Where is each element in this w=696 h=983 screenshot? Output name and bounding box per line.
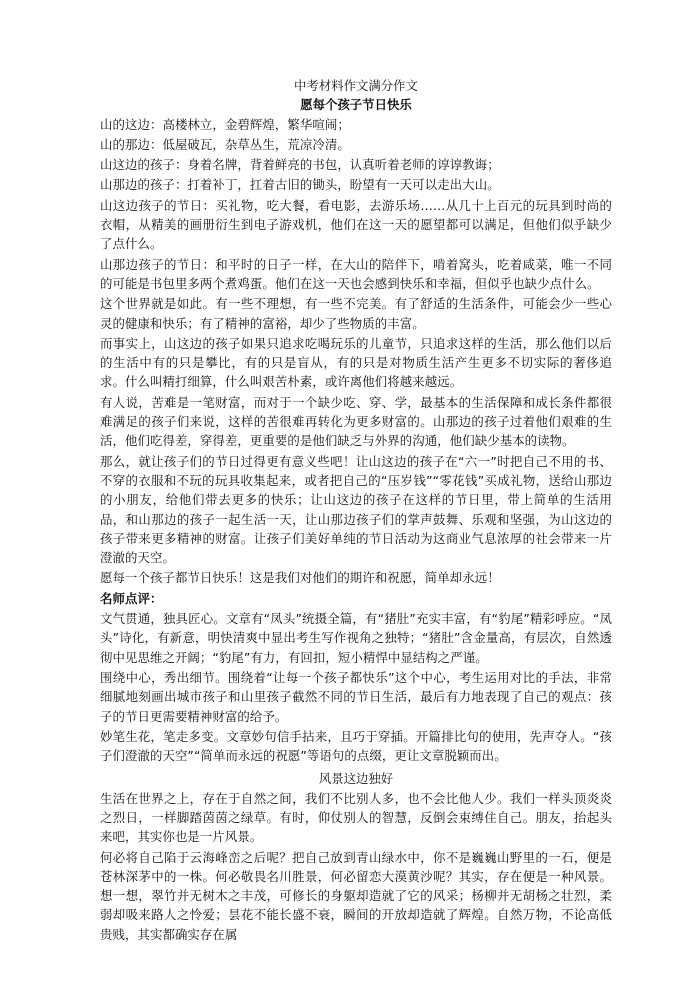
section-title: 风景这边独好 bbox=[318, 771, 394, 787]
comment-paragraph: 妙笔生花，笔走多变。文章妙句信手拈来，且巧于穿插。开篇排比句的使用，先声夺人。“孩子们澄澈的天空”“简单而永远的祝愿”等语句的点缀，更让文章脱颖而出。 bbox=[100, 728, 612, 764]
comment-heading: 名师点评： bbox=[100, 590, 163, 606]
document-category: 中考材料作文满分作文 bbox=[294, 78, 418, 93]
paragraph: 山这边的孩子：身着名牌，背着鲜亮的书包，认真听着老师的谆谆教诲； bbox=[100, 157, 500, 173]
paragraph: 这个世界就是如此。有一些不理想，有一些不完美。有了舒适的生活条件，可能会少一些心灵的健康和快乐；有了精神的富裕，却少了些物质的丰富。 bbox=[100, 296, 612, 331]
paragraph: 山那边孩子的节日：和平时的日子一样，在大山的陪伴下，啃着窝头，吃着咸菜，唯一不同的可能是书包里多两个煮鸡蛋。他们在这一天也会感到快乐和幸福，但似乎也缺少点什么。 bbox=[100, 256, 612, 291]
paragraph: 愿每一个孩子都节日快乐！这是我们对他们的期许和祝愿，简单却永远！ bbox=[100, 570, 500, 586]
paragraph: 而事实上，山这边的孩子如果只追求吃喝玩乐的儿童节，只追求这样的生活，那么他们以后的生活中有的只是攀比，有的只是盲从，有的只是对物质生活产生更多不切实际的奢侈追求。什么叫精打细算，什么叫艰苦朴素，或许离他们将越来越远。 bbox=[100, 335, 612, 390]
paragraph: 山的这边：高楼林立，金碧辉煌，繁华喧闹； bbox=[100, 116, 350, 132]
comment-body bbox=[100, 609, 612, 765]
paragraph: 有人说，苦难是一笔财富，而对于一个缺少吃、穿、学，最基本的生活保障和成长条件都很难满足的孩子们来说，这样的苦很难再转化为更多财富的。山那边的孩子过着他们艰难的生活，他们吃得差，穿得差，更重要的是他们缺乏与外界的沟通，他们缺少基本的读物。 bbox=[100, 394, 612, 449]
paragraph: 山的那边：低屋破瓦，杂草丛生，荒凉冷清。 bbox=[100, 136, 350, 152]
comment-paragraph: 文气贯通，独具匠心。文章有“凤头”统摄全篇，有“猪肚”充实丰富，有“豹尾”精彩呼应。“凤头”诗化，有新意，明快清爽中显出考生写作视角之独特；“猪肚”含金量高，有层次，自然透彻中见思维之开阔；“豹尾”有力，有回扣，短小精悍中显结构之严谨。 bbox=[100, 611, 612, 665]
paragraph: 何必将自己陷于云海峰峦之后呢？把自己放到青山绿水中，你不是巍巍山野里的一石，便是苍林深茅中的一株。何必敬畏名川胜景，何必留恋大漠黄沙呢？其实，存在便是一种风景。想一想，翠竹并无树木之丰茂，可修长的身躯却造就了它的风采；杨柳并无胡杨之壮烈，柔弱却吸来路人之怜爱；昙花不能长盛不衰，瞬间的开放却造就了辉煌。自然万物，不论高低贵贱，其实都确实存在属 bbox=[100, 849, 612, 942]
paragraph: 山这边孩子的节日：买礼物，吃大餐，看电影，去游乐场……从几十上百元的玩具到时尚的衣帽，从精美的画册衍生到电子游戏机，他们在这一天的愿望都可以满足，但他们似乎缺少了点什么。 bbox=[100, 197, 612, 252]
document-body bbox=[100, 76, 612, 945]
paragraph: 那么，就让孩子们的节日过得更有意义些吧！让山这边的孩子在“六一”时把自己不用的书、不穿的衣服和不玩的玩具收集起来，或者把自己的“压岁钱”“零花钱”买成礼物，送给山那边的小朋友，给他们带去更多的快乐；让山这边的孩子在这样的节日里，带上简单的生活用品，和山那边的孩子一起生活一天，让山那边孩子们的掌声鼓舞、乐观和坚强，为山这边的孩子带来更多精神的财富。让孩子们美好单纯的节日活动为这商业气息浓厚的社会带来一片澄澈的天空。 bbox=[100, 453, 612, 566]
section-body bbox=[100, 789, 612, 944]
essay-title: 愿每个孩子节日快乐 bbox=[300, 97, 412, 113]
comment-paragraph: 围绕中心，秀出细节。围绕着“让每一个孩子都快乐”这个中心，考生运用对比的手法，非常细腻地刻画出城市孩子和山里孩子截然不同的节日生活，最后有力地表现了自己的观点：孩子的节日更需要精神财富的给予。 bbox=[100, 669, 612, 724]
paragraph: 生活在世界之上，存在于自然之间，我们不比别人多，也不会比他人少。我们一样头顶炎炎之烈日，一样脚踏茵茵之绿草。有时，仰仗别人的智慧，反倒会束缚住自己。朋友，抬起头来吧，其实你也是一片风景。 bbox=[100, 790, 612, 845]
paragraph: 山那边的孩子：打着补丁，扛着古旧的锄头，盼望有一天可以走出大山。 bbox=[100, 177, 500, 193]
essay-body bbox=[100, 115, 612, 588]
